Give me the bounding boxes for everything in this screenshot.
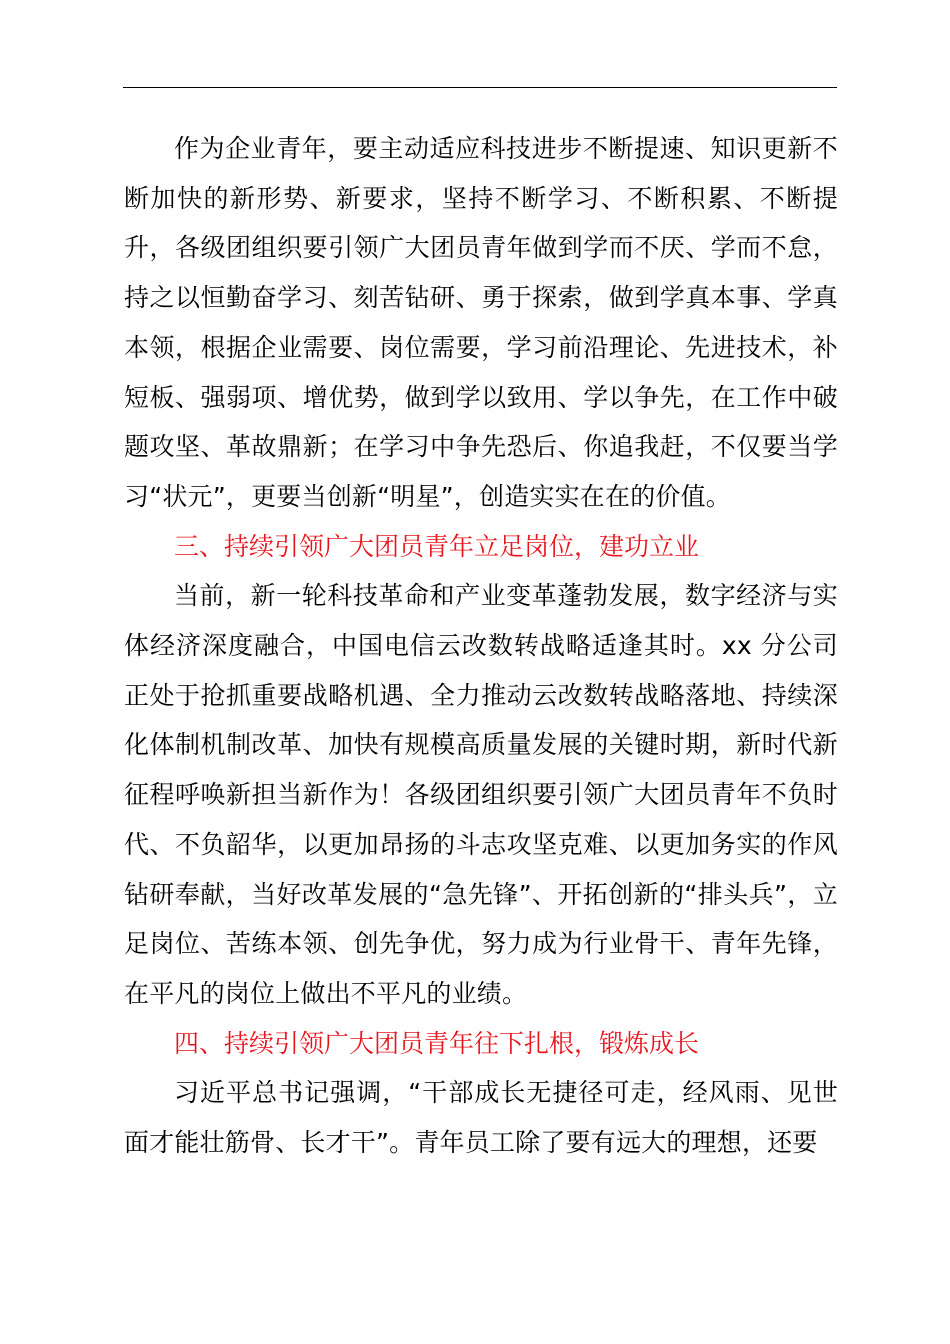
paragraph-positions: 当前，新一轮科技革命和产业变革蓬勃发展，数字经济与实体经济深度融合，中国电信云改数转战略适逢其时。xx 分公司正处于抢抓重要战略机遇、全力推动云改数转战略落地、持续深化体制机制改革、加快有规模高质量发展的关键时期，新时代新征程呼唤新担当新作为！各级团组织要引领广大团员青年不负时代、不负韶华，以更加昂扬的斗志攻坚克难、以更加务实的作风钻研奉献，当好改革发展的“急先锋”、开拓创新的“排头兵”，立足岗位、苦练本领、创先争优，努力成为行业骨干、青年先锋，在平凡的岗位上做出不平凡的业绩。 (124, 581, 838, 1008)
header-rule (123, 87, 837, 88)
paragraph-grassroots: 习近平总书记强调，“干部成长无捷径可走，经风雨、见世面才能壮筋骨、长才干”。青年员工除了要有远大的理想，还要 (124, 1078, 838, 1158)
paragraph-study: 作为企业青年，要主动适应科技进步不断提速、知识更新不断加快的新形势、新要求，坚持不断学习、不断积累、不断提升，各级团组织要引领广大团员青年做到学而不厌、学而不怠，持之以恒勤奋学习、刻苦钻研、勇于探索，做到学真本事、学真本领，根据企业需要、岗位需要，学习前沿理论、先进技术，补短板、强弱项、增优势，做到学以致用、学以争先，在工作中破题攻坚、革故鼎新；在学习中争先恐后、你追我赶，不仅要当学习“状元”，更要当创新“明星”，创造实实在在的价值。 (124, 134, 838, 511)
document-body (124, 124, 838, 1168)
section-heading-4: 四、持续引领广大团员青年往下扎根，锻炼成长 (174, 1028, 700, 1058)
section-heading-3: 三、持续引领广大团员青年立足岗位，建功立业 (174, 531, 700, 561)
